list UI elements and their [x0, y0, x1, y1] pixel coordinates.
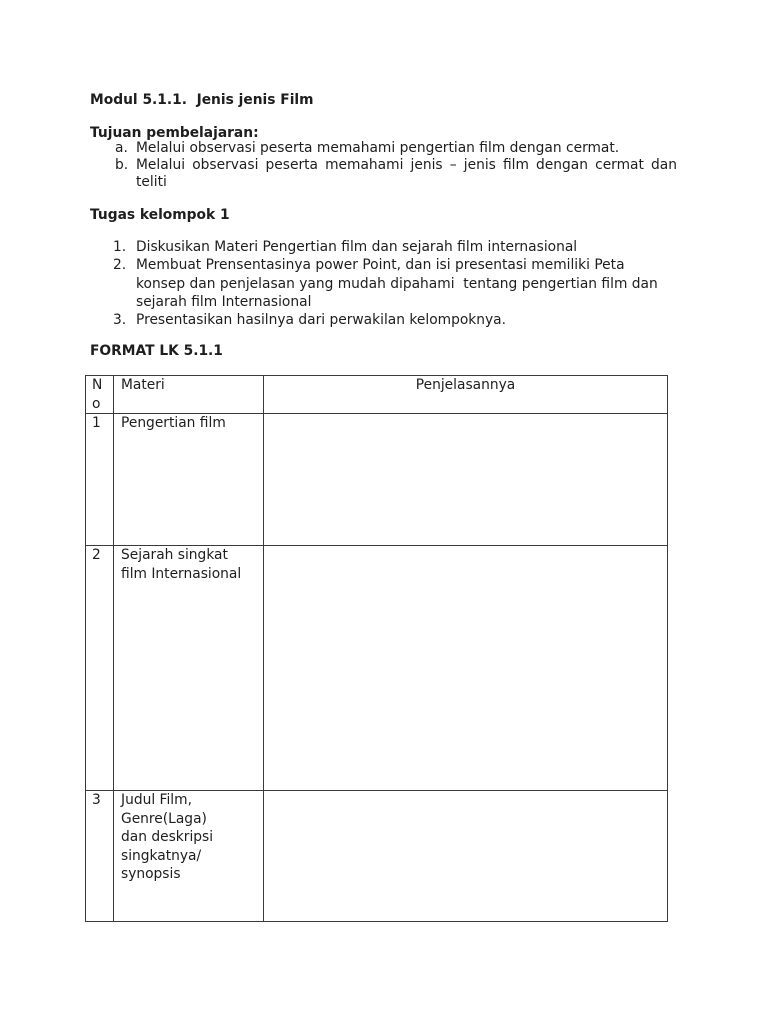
row-number: 1 [86, 414, 114, 546]
row-penjelasan-blank [264, 791, 668, 922]
row-materi: Sejarah singkat film Internasional [114, 546, 264, 791]
module-title: Modul 5.1.1. Jenis jenis Film [90, 92, 314, 108]
header-no: No [86, 376, 114, 414]
header-penjelasan: Penjelasannya [264, 376, 668, 414]
table-header-row [86, 376, 668, 414]
list-item-text: Membuat Prensentasinya power Point, dan isi presentasi memiliki Peta konsep dan penjelasan yang mudah dipahami tentang pengertian film dan sejarah film Internasional [136, 257, 663, 310]
list-marker: b. [115, 157, 129, 173]
list-marker: a. [115, 140, 128, 156]
table-row [86, 414, 668, 546]
row-materi: Judul Film, Genre(Laga) dan deskripsi singkatnya/ synopsis [114, 791, 264, 922]
row-number: 2 [86, 546, 114, 791]
row-number: 3 [86, 791, 114, 922]
row-materi: Pengertian film [114, 414, 264, 546]
task-heading: Tugas kelompok 1 [90, 207, 230, 223]
header-materi: Materi [114, 376, 264, 414]
list-marker: 1. [113, 239, 127, 255]
list-item-text: Melalui observasi peserta memahami jenis – jenis film dengan cermat dan teliti [136, 157, 677, 190]
objectives-list [115, 140, 677, 191]
list-item [113, 256, 666, 311]
table-row [86, 546, 668, 791]
row-penjelasan-blank [264, 546, 668, 791]
list-item [113, 238, 666, 256]
list-item-text: Presentasikan hasilnya dari perwakilan kelompoknya. [136, 312, 507, 329]
task-list [113, 238, 666, 329]
row-penjelasan-blank [264, 414, 668, 546]
table-row [86, 791, 668, 922]
list-marker: 2. [113, 257, 127, 274]
list-marker: 3. [113, 312, 127, 329]
list-item [115, 140, 677, 157]
format-heading: FORMAT LK 5.1.1 [90, 343, 223, 359]
objectives-heading: Tujuan pembelajaran: [90, 125, 259, 141]
list-item-text: Melalui observasi peserta memahami pengertian film dengan cermat. [136, 140, 620, 156]
list-item [115, 157, 677, 191]
list-item-text: Diskusikan Materi Pengertian film dan sejarah film internasional [136, 239, 578, 255]
worksheet-table [85, 375, 668, 922]
list-item [113, 311, 666, 329]
